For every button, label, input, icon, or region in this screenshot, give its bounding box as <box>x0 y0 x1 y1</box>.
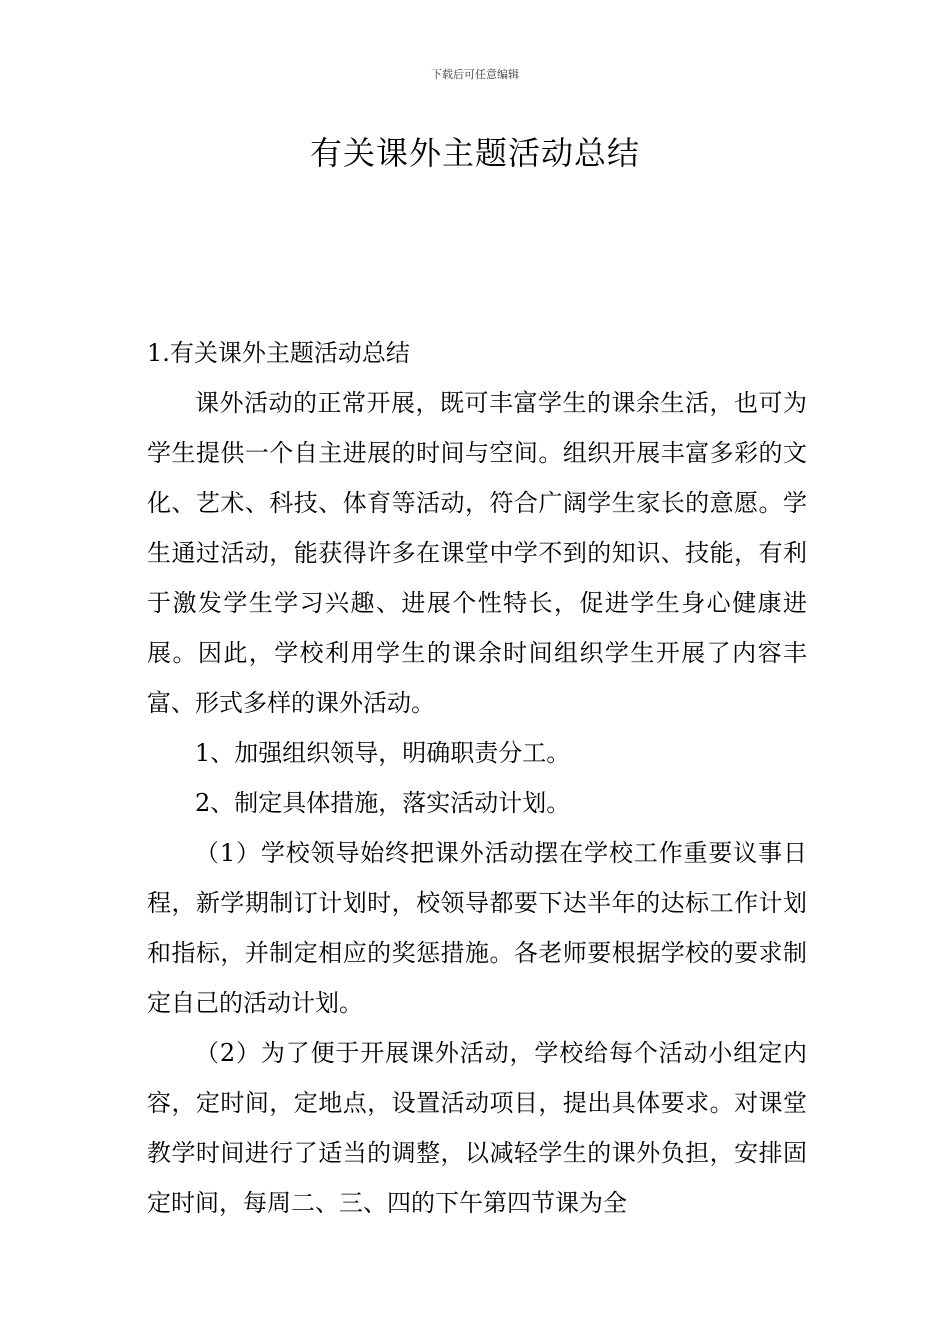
paragraph-intro: 课外活动的正常开展，既可丰富学生的课余生活，也可为学生提供一个自主进展的时间与空间。组织开展丰富多彩的文化、艺术、科技、体育等活动，符合广阔学生家长的意愿。学生通过活动，能获得许多在课堂中学不到的知识、技能，有利于激发学生学习兴趣、进展个性特长，促进学生身心健康进展。因此，学校利用学生的课余时间组织学生开展了内容丰富、形式多样的课外活动。 <box>147 389 807 717</box>
paragraph-item-1: 1、加强组织领导，明确职责分工。 <box>195 739 571 767</box>
paragraph-item-2: 2、制定具体措施，落实活动计划。 <box>195 789 571 817</box>
document-body <box>147 328 807 1228</box>
paragraph-sub-1: （1）学校领导始终把课外活动摆在学校工作重要议事日程，新学期制订计划时，校领导都要下达半年的达标工作计划和指标，并制定相应的奖惩措施。各老师要根据学校的要求制定自己的活动计划。 <box>147 839 807 1017</box>
header-note: 下载后可任意编辑 <box>431 68 519 81</box>
document-title: 有关课外主题活动总结 <box>309 134 640 172</box>
section-heading: 1.有关课外主题活动总结 <box>147 339 410 367</box>
paragraph-sub-2: （2）为了便于开展课外活动，学校给每个活动小组定内容，定时间，定地点，设置活动项目，提出具体要求。对课堂教学时间进行了适当的调整，以减轻学生的课外负担，安排固定时间，每周二、三、四的下午第四节课为全 <box>147 1039 807 1217</box>
